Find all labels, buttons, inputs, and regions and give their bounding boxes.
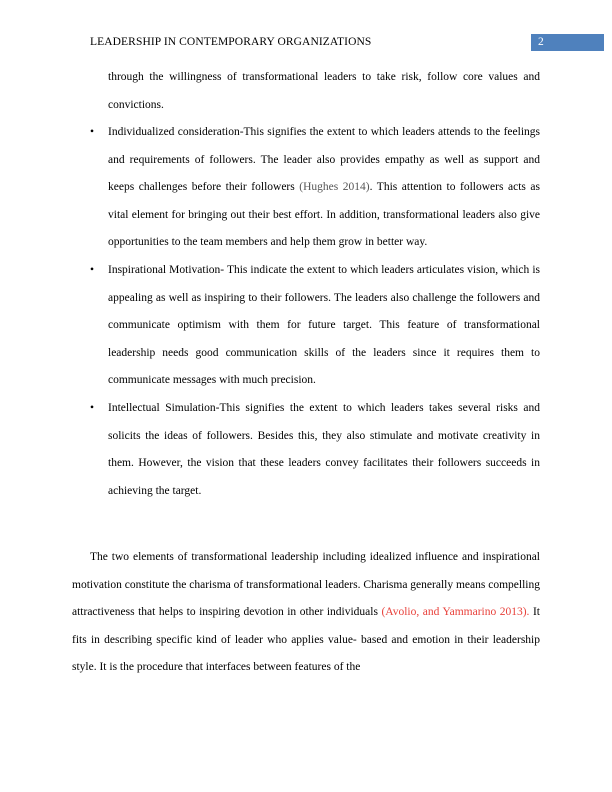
running-head: LEADERSHIP IN CONTEMPORARY ORGANIZATIONS	[90, 36, 372, 48]
bullet-list	[90, 119, 540, 505]
bullet-text-end: . This attention to followers acts as vital element for bringing out their best effort. In addition, transformational leaders also give opportunities to the team members and help them grow in better way.	[108, 181, 540, 249]
bullet-inspirational-motivation	[90, 257, 540, 395]
bullet-text: Inspirational Motivation- This indicate the extent to which leaders articulates vision, which is appealing as well as inspiring to their followers. The leaders also challenge the followers and communicate optimism with them for future target. This feature of transformational leadership needs good communication skills of the leaders since it requires them to communicate messages with much precision.	[108, 263, 540, 387]
bullet-individualized-consideration	[90, 119, 540, 257]
charisma-paragraph	[72, 544, 540, 682]
paragraph-text: The two elements of transformational leadership including idealized influence and inspirational motivation constitute the charisma of transformational leaders. Charisma generally means compelling attractiveness that helps to inspiring devotion in other individuals	[72, 551, 540, 619]
bullet-dot: •	[90, 263, 95, 276]
paragraph-text-end: It fits in describing specific kind of leader who applies value- based and emotion in their leadership style. It is the procedure that interfaces between features of the	[72, 606, 540, 674]
page-number: 2	[538, 36, 544, 48]
bullet-dot: •	[90, 126, 95, 138]
bullet-dot: •	[90, 401, 95, 414]
citation-hughes: (Hughes 2014)	[299, 181, 370, 194]
continuation-paragraph: through the willingness of transformational leaders to take risk, follow core values and convictions.	[108, 71, 540, 111]
bullet-text: Intellectual Simulation-This signifies the extent to which leaders takes several risks and solicits the ideas of followers. Besides this, they also stimulate and motivate creativity in them. However, the vision that these leaders convey facilitates their followers succeeds in achieving the target.	[108, 401, 540, 497]
bullet-intellectual-simulation	[90, 395, 540, 505]
bullet-text: Individualized consideration-This signifies the extent to which leaders attends to the feelings and requirements of followers. The leader also provides empathy as well as support and keeps challenges before their followers	[108, 126, 540, 194]
citation-avolio: (Avolio, and Yammarino 2013).	[381, 606, 530, 619]
